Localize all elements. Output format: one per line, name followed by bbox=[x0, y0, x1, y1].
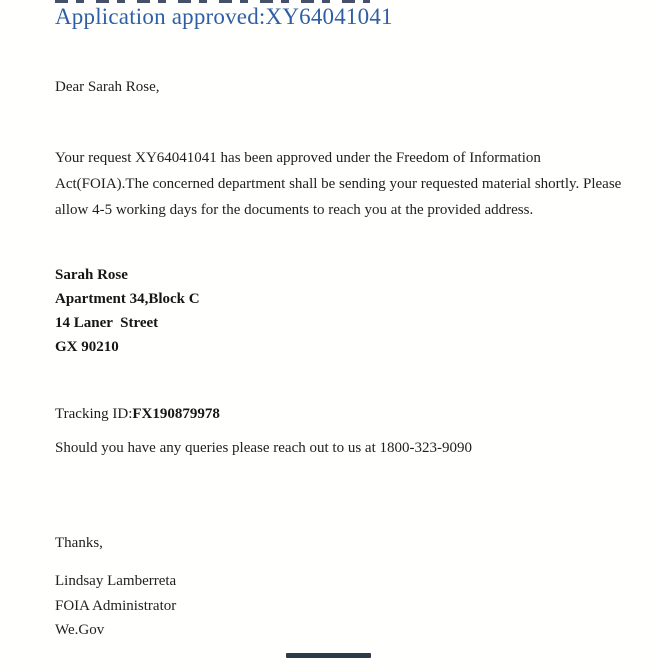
tracking-id: FX190879978 bbox=[132, 406, 220, 422]
closing-line: Thanks, bbox=[55, 535, 103, 551]
body-line: allow 4-5 working days for the documents to reach you at the provided address. bbox=[55, 202, 534, 218]
body-line: Act(FOIA).The concerned department shall be sending your requested material shortly. Please bbox=[55, 176, 622, 192]
home-indicator-bar[interactable] bbox=[286, 653, 371, 658]
signature-name: Lindsay Lamberreta bbox=[55, 573, 177, 589]
tracking-label: Tracking ID: bbox=[55, 406, 133, 422]
clipped-text-fragments bbox=[55, 0, 370, 3]
body-line: Your request XY64041041 has been approved under the Freedom of Information bbox=[55, 150, 541, 166]
support-line: Should you have any queries please reach out to us at 1800-323-9090 bbox=[55, 440, 472, 456]
address-line-name: Sarah Rose bbox=[55, 267, 128, 283]
address-line-street: 14 Laner Street bbox=[55, 315, 159, 331]
body-paragraph bbox=[55, 145, 622, 223]
greeting-line: Dear Sarah Rose, bbox=[55, 79, 160, 95]
signature-org: We.Gov bbox=[55, 622, 105, 638]
page-title: Application approved:XY64041041 bbox=[55, 4, 393, 29]
address-line-apartment: Apartment 34,Block C bbox=[55, 291, 200, 307]
signature-block bbox=[55, 569, 176, 643]
tracking-line bbox=[55, 406, 220, 423]
recipient-address-block bbox=[55, 263, 200, 359]
signature-role: FOIA Administrator bbox=[55, 597, 177, 614]
address-line-zip: GX 90210 bbox=[55, 339, 119, 355]
